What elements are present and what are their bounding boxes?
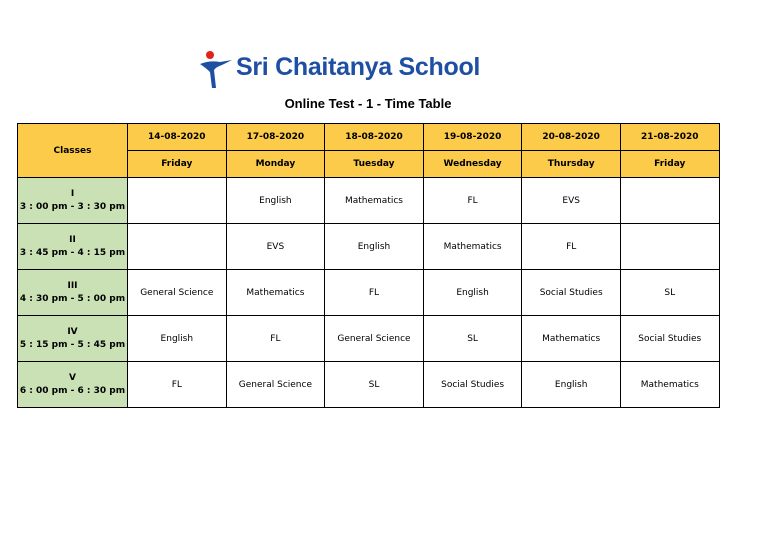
class-number: I <box>70 188 75 199</box>
figure-logo-icon <box>198 50 234 90</box>
subject-cell: SL <box>325 362 424 408</box>
subject-cell: EVS <box>522 178 621 224</box>
subject-cell: General Science <box>325 316 424 362</box>
subject-cell <box>620 224 719 270</box>
subject-cell: Mathematics <box>423 224 522 270</box>
subject-cell: FL <box>522 224 621 270</box>
subject-cell: SL <box>620 270 719 316</box>
subject-cell: Mathematics <box>620 362 719 408</box>
subject-cell <box>128 178 227 224</box>
day-header: Thursday <box>522 151 621 178</box>
subject-cell: General Science <box>128 270 227 316</box>
day-header: Tuesday <box>325 151 424 178</box>
classes-header: Classes <box>18 124 128 178</box>
subject-cell: FL <box>423 178 522 224</box>
subject-cell: Social Studies <box>522 270 621 316</box>
subject-cell: SL <box>423 316 522 362</box>
subject-cell: English <box>226 178 325 224</box>
subject-cell: Mathematics <box>325 178 424 224</box>
subject-cell: FL <box>226 316 325 362</box>
subject-cell <box>620 178 719 224</box>
date-header: 14-08-2020 <box>128 124 227 151</box>
subject-cell: English <box>128 316 227 362</box>
date-header: 19-08-2020 <box>423 124 522 151</box>
subject-cell: Mathematics <box>226 270 325 316</box>
subject-cell: Social Studies <box>620 316 719 362</box>
class-time: 6 : 00 pm - 6 : 30 pm <box>19 385 126 396</box>
school-logo <box>198 50 498 90</box>
subject-cell: FL <box>128 362 227 408</box>
table-row <box>18 316 720 362</box>
subject-cell: EVS <box>226 224 325 270</box>
class-cell <box>18 224 128 270</box>
class-number: II <box>69 234 76 245</box>
class-number: III <box>67 280 78 291</box>
subject-cell: English <box>325 224 424 270</box>
subject-cell: FL <box>325 270 424 316</box>
table-row <box>18 224 720 270</box>
class-cell <box>18 178 128 224</box>
subject-cell: English <box>522 362 621 408</box>
class-number: V <box>69 372 76 383</box>
date-header: 20-08-2020 <box>522 124 621 151</box>
table-row <box>18 362 720 408</box>
subject-cell: Mathematics <box>522 316 621 362</box>
date-header: 21-08-2020 <box>620 124 719 151</box>
page-title: Online Test - 1 - Time Table <box>284 96 452 111</box>
date-header: 18-08-2020 <box>325 124 424 151</box>
subject-cell: English <box>423 270 522 316</box>
subject-cell <box>128 224 227 270</box>
class-cell <box>18 362 128 408</box>
time-table <box>17 123 720 408</box>
class-time: 5 : 15 pm - 5 : 45 pm <box>19 339 126 350</box>
class-time: 3 : 00 pm - 3 : 30 pm <box>19 201 126 212</box>
class-time: 4 : 30 pm - 5 : 00 pm <box>19 293 126 304</box>
day-header: Wednesday <box>423 151 522 178</box>
subject-cell: Social Studies <box>423 362 522 408</box>
day-header: Friday <box>128 151 227 178</box>
class-cell <box>18 270 128 316</box>
class-time: 3 : 45 pm - 4 : 15 pm <box>19 247 126 258</box>
table-row <box>18 270 720 316</box>
school-name: Sri Chaitanya School <box>236 53 481 81</box>
class-number: IV <box>67 326 78 337</box>
date-header: 17-08-2020 <box>226 124 325 151</box>
day-header: Friday <box>620 151 719 178</box>
subject-cell: General Science <box>226 362 325 408</box>
table-row <box>18 178 720 224</box>
class-cell <box>18 316 128 362</box>
day-header: Monday <box>226 151 325 178</box>
